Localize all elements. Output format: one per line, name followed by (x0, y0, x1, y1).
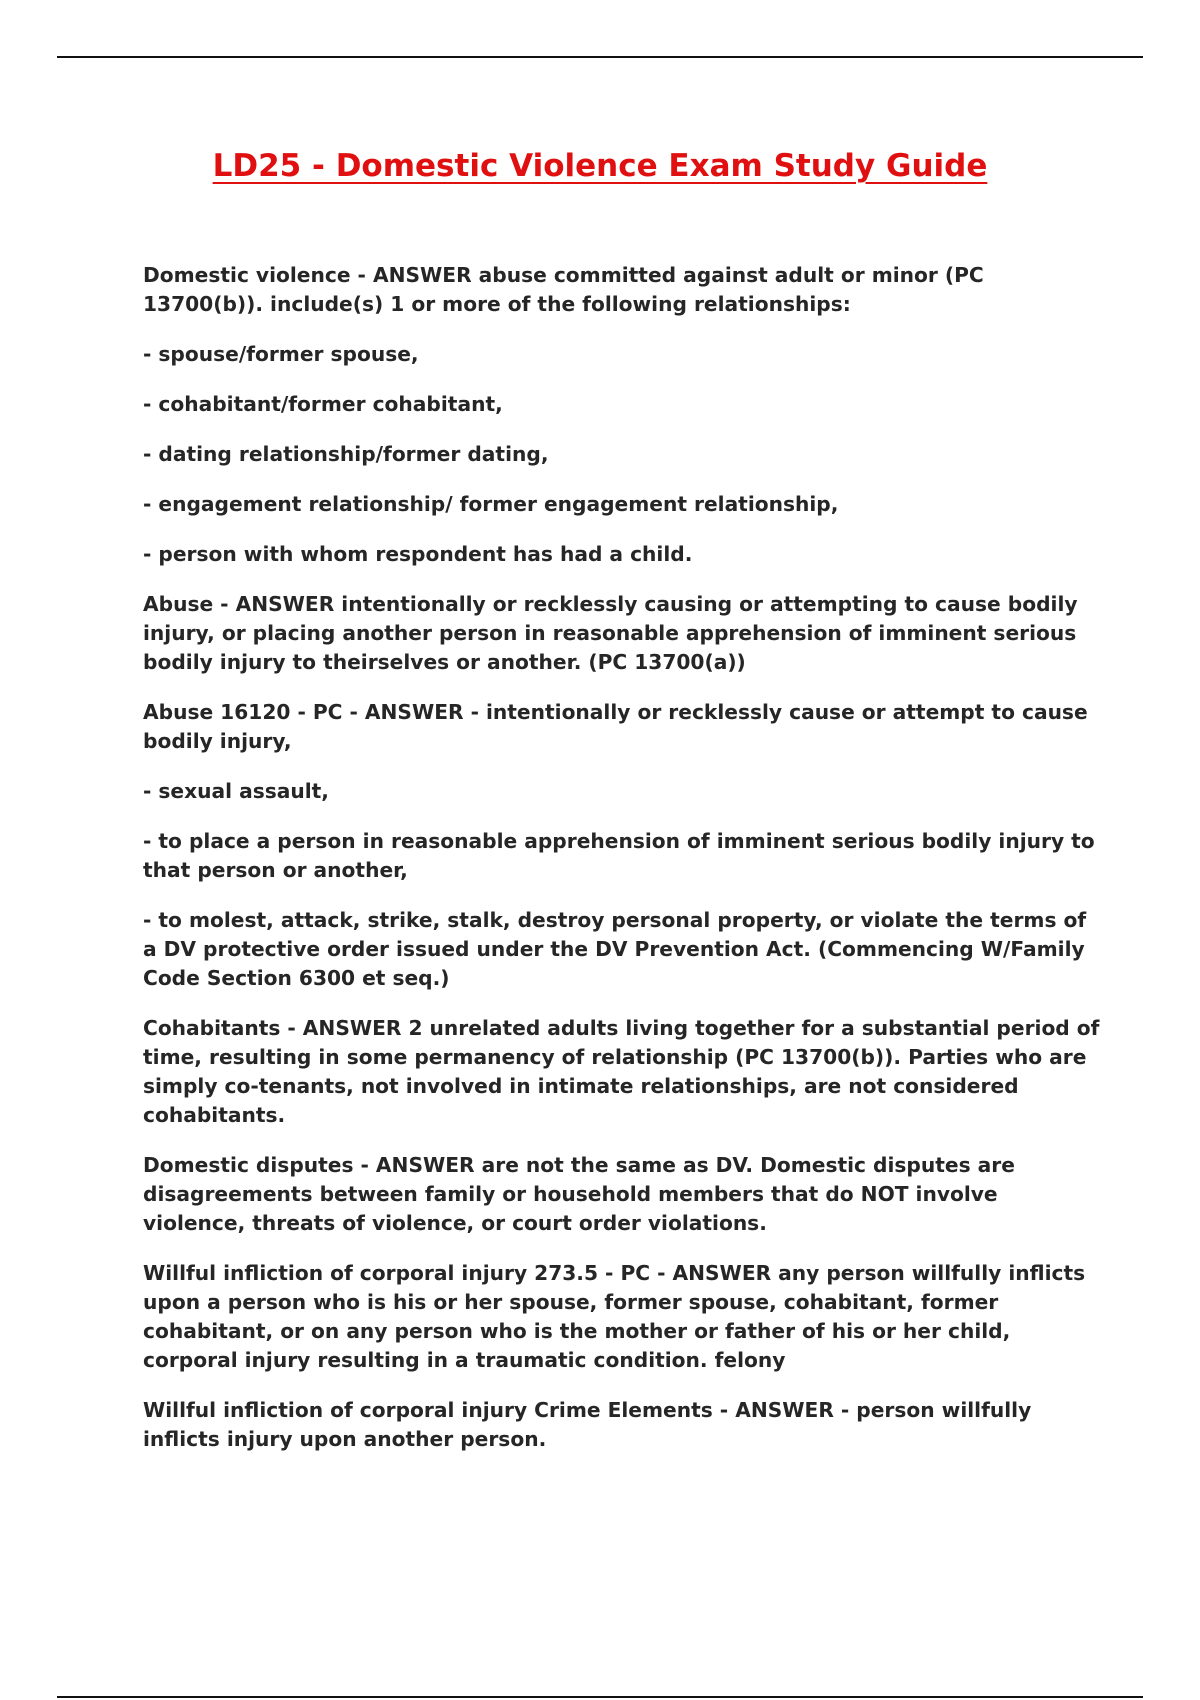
list-item: - sexual assault, (143, 779, 329, 803)
paragraph-abuse: Abuse - ANSWER intentionally or recklessly causing or attempting to cause bodily injury, or placing another person in reasonable apprehension of imminent serious bodily injury to theirselves or another. (PC 13700(a)) (143, 592, 1078, 674)
paragraph-crime-elements: Willful infliction of corporal injury Crime Elements - ANSWER - person willfully inflicts injury upon another person. (143, 1398, 1032, 1451)
list-item: - spouse/former spouse, (143, 342, 419, 366)
paragraph-domestic-violence: Domestic violence - ANSWER abuse committed against adult or minor (PC 13700(b)). include(s) 1 or more of the following relationships: (143, 263, 984, 316)
document-body (143, 261, 1103, 1475)
list-item: - to molest, attack, strike, stalk, destroy personal property, or violate the terms of a DV protective order issued under the DV Prevention Act. (Commencing W/Family Code Section 6300 et seq.) (143, 908, 1087, 990)
list-item: - cohabitant/former cohabitant, (143, 392, 503, 416)
list-item: - dating relationship/former dating, (143, 442, 549, 466)
paragraph-abuse-16120: Abuse 16120 - PC - ANSWER - intentionally or recklessly cause or attempt to cause bodily injury, (143, 700, 1088, 753)
bottom-divider (57, 1696, 1143, 1698)
paragraph-cohabitants: Cohabitants - ANSWER 2 unrelated adults living together for a substantial period of time, resulting in some permanency of relationship (PC 13700(b)). Parties who are simply co-tenants, not involved in intimate relationships, are not considered cohabitants. (143, 1016, 1100, 1127)
paragraph-domestic-disputes: Domestic disputes - ANSWER are not the same as DV. Domestic disputes are disagreements between family or household members that do NOT involve violence, threats of violence, or court order violations. (143, 1153, 1015, 1235)
paragraph-willful-infliction: Willful infliction of corporal injury 273.5 - PC - ANSWER any person willfully inflicts upon a person who is his or her spouse, former spouse, cohabitant, former cohabitant, or on any person who is the mother or father of his or her child, corporal injury resulting in a traumatic condition. felony (143, 1261, 1086, 1372)
list-item: - engagement relationship/ former engagement relationship, (143, 492, 839, 516)
page-title-text: LD25 - Domestic Violence Exam Study Guide (212, 148, 988, 184)
list-item: - person with whom respondent has had a child. (143, 542, 693, 566)
list-item: - to place a person in reasonable apprehension of imminent serious bodily injury to that person or another, (143, 829, 1095, 882)
top-divider (57, 56, 1143, 58)
page-title (0, 146, 1200, 186)
